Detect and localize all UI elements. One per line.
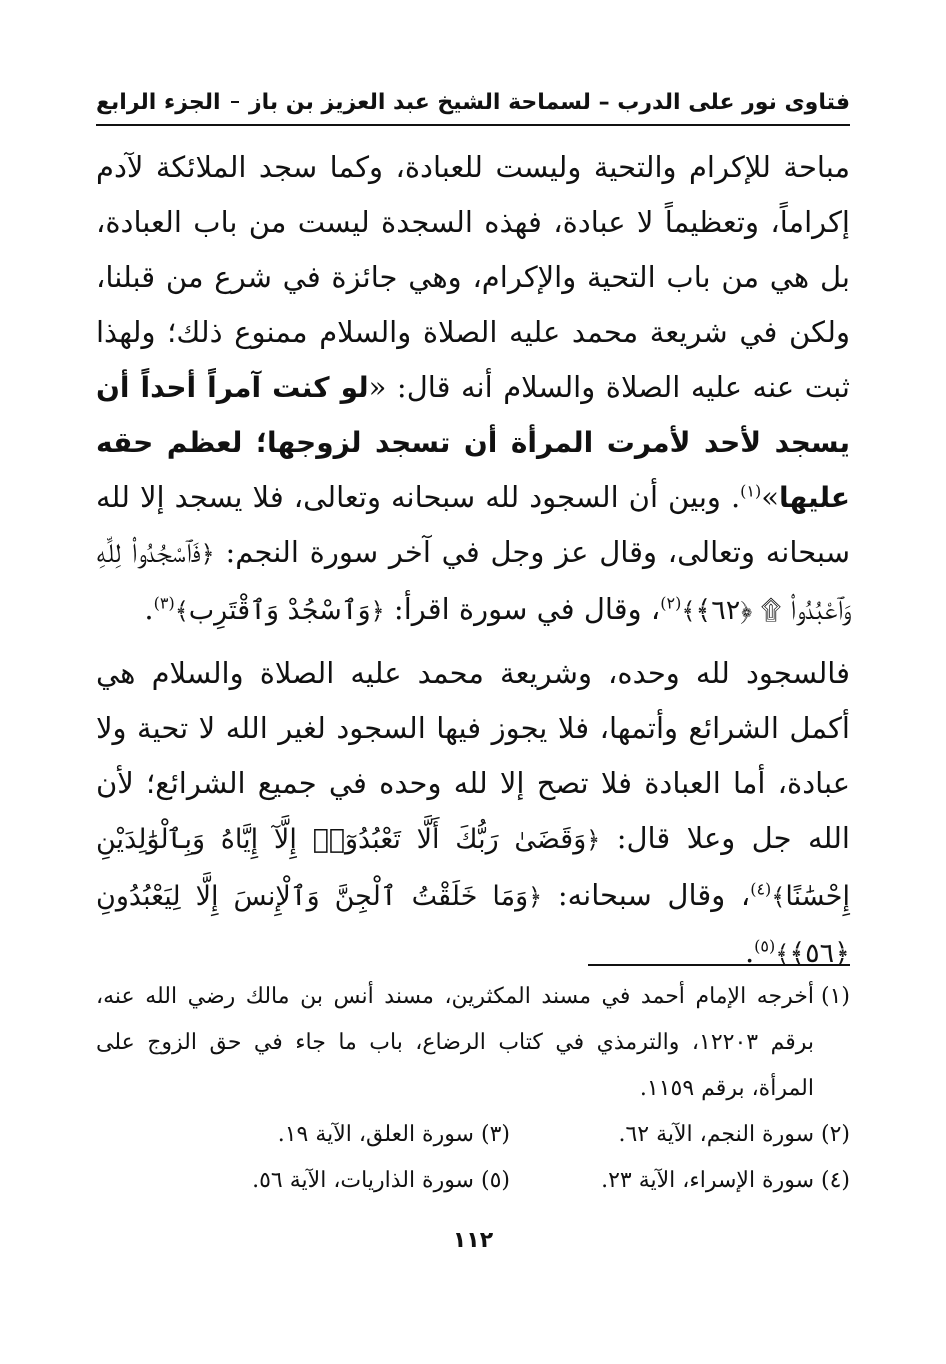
footnote-text: سورة الذاريات، الآية ٥٦. bbox=[252, 1168, 474, 1193]
footnote-number: (١) bbox=[820, 984, 850, 1009]
paragraph-2-text-a: فالسجود لله وحده، وشريعة محمد عليه الصلاة والسلام هي أكمل الشرائع وأتمها، فلا يجوز فيها السجود لغير الله لا تحية ولا عبادة، أما العبادة فلا تصح إلا لله وحده في جميع الشرائع؛ لأن الله جل وعلا قال: bbox=[96, 656, 850, 855]
footnote-ref-2[interactable]: (٢) bbox=[660, 593, 682, 613]
paragraph-1 bbox=[96, 140, 850, 639]
quran-verse-alaq: وَٱسْجُدْ وَٱقْتَرِب bbox=[188, 595, 371, 626]
quran-verse-dhariyat: وَمَا خَلَقْتُ ٱلْجِنَّ وَٱلْإِنسَ إِلَّا لِيَعْبُدُونِ ﴿٥٦﴾ bbox=[96, 881, 850, 969]
footnote-row bbox=[96, 1112, 850, 1158]
footnote-separator bbox=[588, 964, 850, 966]
footnote-3 bbox=[170, 1112, 510, 1158]
header-rule bbox=[231, 101, 239, 103]
quran-bracket-open: ﴿ bbox=[370, 597, 385, 625]
quran-verse-isra: وَقَضَىٰ رَبُّكَ أَلَّا تَعْبُدُوٓا۟ إِلَّآ إِيَّاهُ وَبِٱلْوَٰلِدَيْنِ إِحْسَٰنًا bbox=[96, 824, 850, 912]
quran-verse-najm: فَٱسْجُدُوا۟ لِلَّهِ وَٱعْبُدُوا۟ ۩ ﴿٦٢﴾ bbox=[96, 538, 850, 626]
quran-bracket-close: ﴾ bbox=[771, 883, 786, 911]
footnote-text: سورة النجم، الآية ٦٢. bbox=[618, 1122, 814, 1147]
quran-bracket-close: ﴾ bbox=[681, 597, 696, 625]
paragraph-2-text-b: ، وقال سبحانه: bbox=[542, 878, 751, 912]
footnote-ref-4[interactable]: (٤) bbox=[750, 879, 772, 899]
volume-label: الجزء الرابع bbox=[96, 89, 221, 115]
quran-bracket-close: ﴾ bbox=[775, 940, 790, 968]
footnote-number: (٢) bbox=[820, 1122, 850, 1147]
footnote-row bbox=[96, 1158, 850, 1204]
quote-close: » bbox=[761, 480, 780, 514]
footnote-text: سورة العلق، الآية ١٩. bbox=[277, 1122, 474, 1147]
footnote-ref-1[interactable]: (١) bbox=[740, 481, 762, 501]
quran-bracket-close: ﴾ bbox=[174, 597, 189, 625]
book-title: فتاوى نور على الدرب – لسماحة الشيخ عبد العزيز بن باز bbox=[248, 89, 850, 115]
hadith-quote: لو كنت آمراً أحداً أن يسجد لأحد لأمرت المرأة أن تسجد لزوجها؛ لعظم حقه عليها bbox=[96, 371, 850, 514]
paragraph-2-end: . bbox=[744, 935, 755, 969]
footnote-text: سورة الإسراء، الآية ٢٣. bbox=[601, 1168, 814, 1193]
footnote-2 bbox=[510, 1112, 850, 1158]
footnote-4 bbox=[510, 1158, 850, 1204]
footnote-text: أخرجه الإمام أحمد في مسند المكثرين، مسند أنس بن مالك رضي الله عنه، برقم ١٢٢٠٣، والترمذي في كتاب الرضاع، باب ما جاء في حق الزوج على المرأة، برقم ١١٥٩. bbox=[96, 984, 814, 1101]
paragraph-1-text-a: مباحة للإكرام والتحية وليست للعبادة، وكما سجد الملائكة لآدم إكراماً، وتعظيماً لا عبادة، فهذه السجدة ليست من باب العبادة، بل هي من باب التحية والإكرام، وهي جائزة في شرع من قبلنا، ولكن في شريعة محمد عليه الصلاة والسلام ممنوع ذلك؛ ولهذا ثبت عنه عليه الصلاة والسلام أنه قال: « bbox=[96, 150, 850, 404]
footnote-number: (٤) bbox=[820, 1168, 850, 1193]
footnote-1 bbox=[96, 974, 850, 1112]
footnote-number: (٥) bbox=[480, 1168, 510, 1193]
quran-bracket-open: ﴿ bbox=[586, 826, 601, 854]
footnote-ref-5[interactable]: (٥) bbox=[754, 936, 776, 956]
quran-bracket-open: ﴿ bbox=[528, 883, 543, 911]
paragraph-1-text-b: . وبين أن السجود لله سبحانه وتعالى، فلا يسجد إلا لله سبحانه وتعالى، وقال عز وجل في آخر سورة النجم: bbox=[96, 480, 850, 569]
paragraph-2 bbox=[96, 646, 850, 982]
footnote-5 bbox=[170, 1158, 510, 1204]
page-number: ١١٢ bbox=[452, 1228, 494, 1253]
paragraph-1-end: . bbox=[144, 592, 154, 626]
footnote-number: (٣) bbox=[480, 1122, 510, 1147]
running-header bbox=[96, 80, 850, 126]
footnote-ref-3[interactable]: (٣) bbox=[153, 593, 175, 613]
footnotes bbox=[96, 974, 850, 1204]
quran-bracket-open: ﴿ bbox=[200, 540, 215, 568]
paragraph-1-text-c: ، وقال في سورة اقرأ: bbox=[384, 592, 661, 626]
